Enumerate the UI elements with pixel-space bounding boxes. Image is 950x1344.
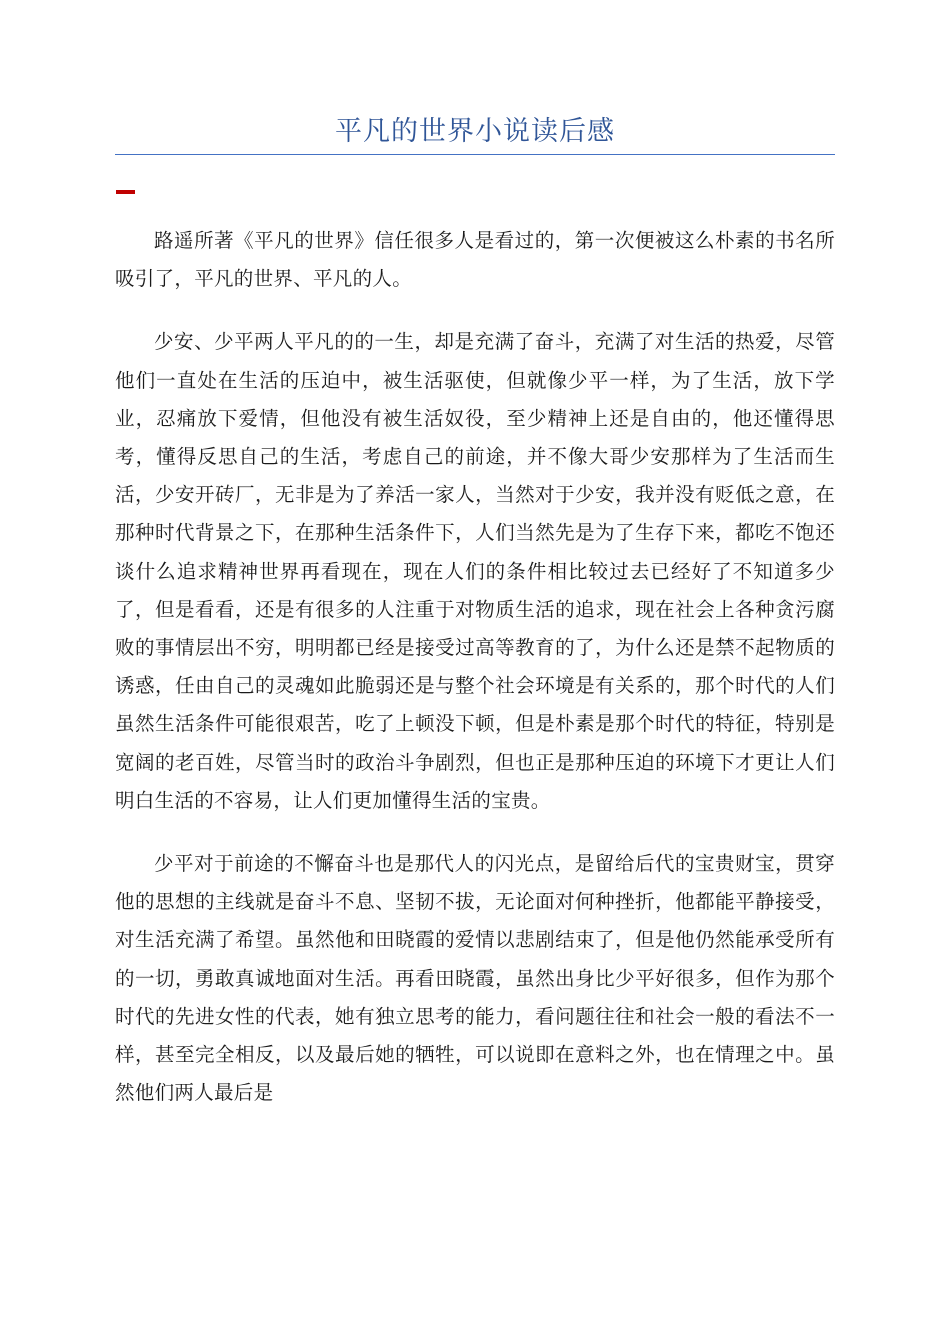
document-body	[115, 222, 835, 1137]
paragraph-1: 路遥所著《平凡的世界》信任很多人是看过的，第一次便被这么朴素的书名所吸引了，平凡的世界、平凡的人。	[115, 229, 835, 291]
section-marker	[116, 190, 135, 194]
title-underline	[115, 154, 835, 155]
document-title: 平凡的世界小说读后感	[335, 116, 615, 147]
paragraph-2: 少安、少平两人平凡的的一生，却是充满了奋斗，充满了对生活的热爱，尽管他们一直处在生活的压迫中，被生活驱使，但就像少平一样，为了生活，放下学业，忍痛放下爱情，但他没有被生活奴役，至少精神上还是自由的，他还懂得思考，懂得反思自己的生活，考虑自己的前途，并不像大哥少安那样为了生活而生活，少安开砖厂，无非是为了养活一家人，当然对于少安，我并没有贬低之意，在那种时代背景之下，在那种生活条件下，人们当然先是为了生存下来，都吃不饱还谈什么追求精神世界再看现在，现在人们的条件相比较过去已经好了不知道多少了，但是看看，还是有很多的人注重于对物质生活的追求，现在社会上各种贪污腐败的事情层出不穷，明明都已经是接受过高等教育的了，为什么还是禁不起物质的诱惑，任由自己的灵魂如此脆弱还是与整个社会环境是有关系的，那个时代的人们虽然生活条件可能很艰苦，吃了上顿没下顿，但是朴素是那个时代的特征，特别是宽阔的老百姓，尽管当时的政治斗争剧烈，但也正是那种压迫的环境下才更让人们明白生活的不容易，让人们更加懂得生活的宝贵。	[115, 330, 835, 812]
paragraph-3: 少平对于前途的不懈奋斗也是那代人的闪光点，是留给后代的宝贵财宝，贯穿他的思想的主线就是奋斗不息、坚韧不拔，无论面对何种挫折，他都能平静接受，对生活充满了希望。虽然他和田晓霞的爱情以悲剧结束了，但是他仍然能承受所有的一切，勇敢真诚地面对生活。再看田晓霞，虽然出身比少平好很多，但作为那个时代的先进女性的代表，她有独立思考的能力，看问题往往和社会一般的看法不一样，甚至完全相反，以及最后她的牺牲，可以说即在意料之外，也在情理之中。虽然他们两人最后是	[115, 852, 835, 1105]
